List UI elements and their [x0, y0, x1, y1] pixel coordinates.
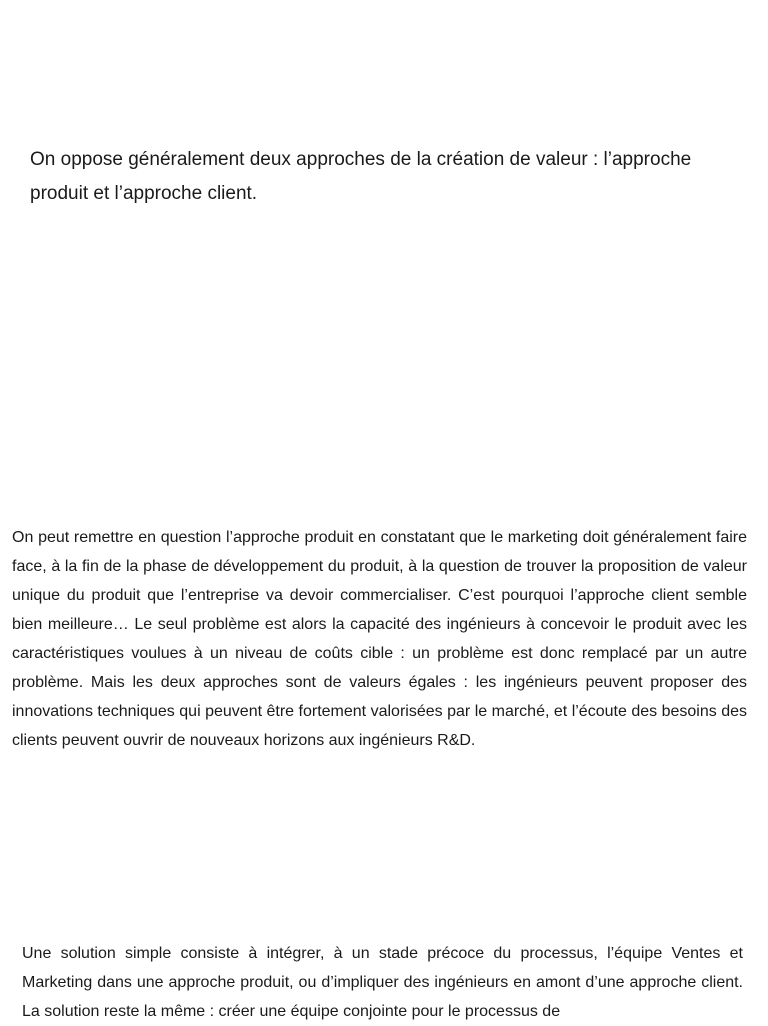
body-paragraph-solution: Une solution simple consiste à intégrer, à un stade précoce du processus, l’équipe Ventes et Marketing dans une approche produit, ou d’impliquer des ingénieurs en amont d’une approche client. La solution reste la même : créer une équipe conjointe pour le processus de: [22, 945, 743, 1020]
intro-paragraph: On oppose généralement deux approches de la création de valeur : l’approche produit et l’approche client.: [30, 149, 692, 204]
body-paragraph-approaches: On peut remettre en question l’approche produit en constatant que le marketing doit généralement faire face, à la fin de la phase de développement du produit, à la question de trouver la proposition de valeur unique du produit que l’entreprise va devoir commercialiser. C’est pourquoi l’approche client semble bien meilleure… Le seul problème est alors la capacité des ingénieurs à concevoir le produit avec les caractéristiques voulues à un niveau de coûts cible : un problème est donc remplacé par un autre problème. Mais les deux approches sont de valeurs égales : les ingénieurs peuvent proposer des innovations techniques qui peuvent être fortement valorisées par le marché, et l’écoute des besoins des clients peuvent ouvrir de nouveaux horizons aux ingénieurs R&D.: [12, 529, 747, 749]
